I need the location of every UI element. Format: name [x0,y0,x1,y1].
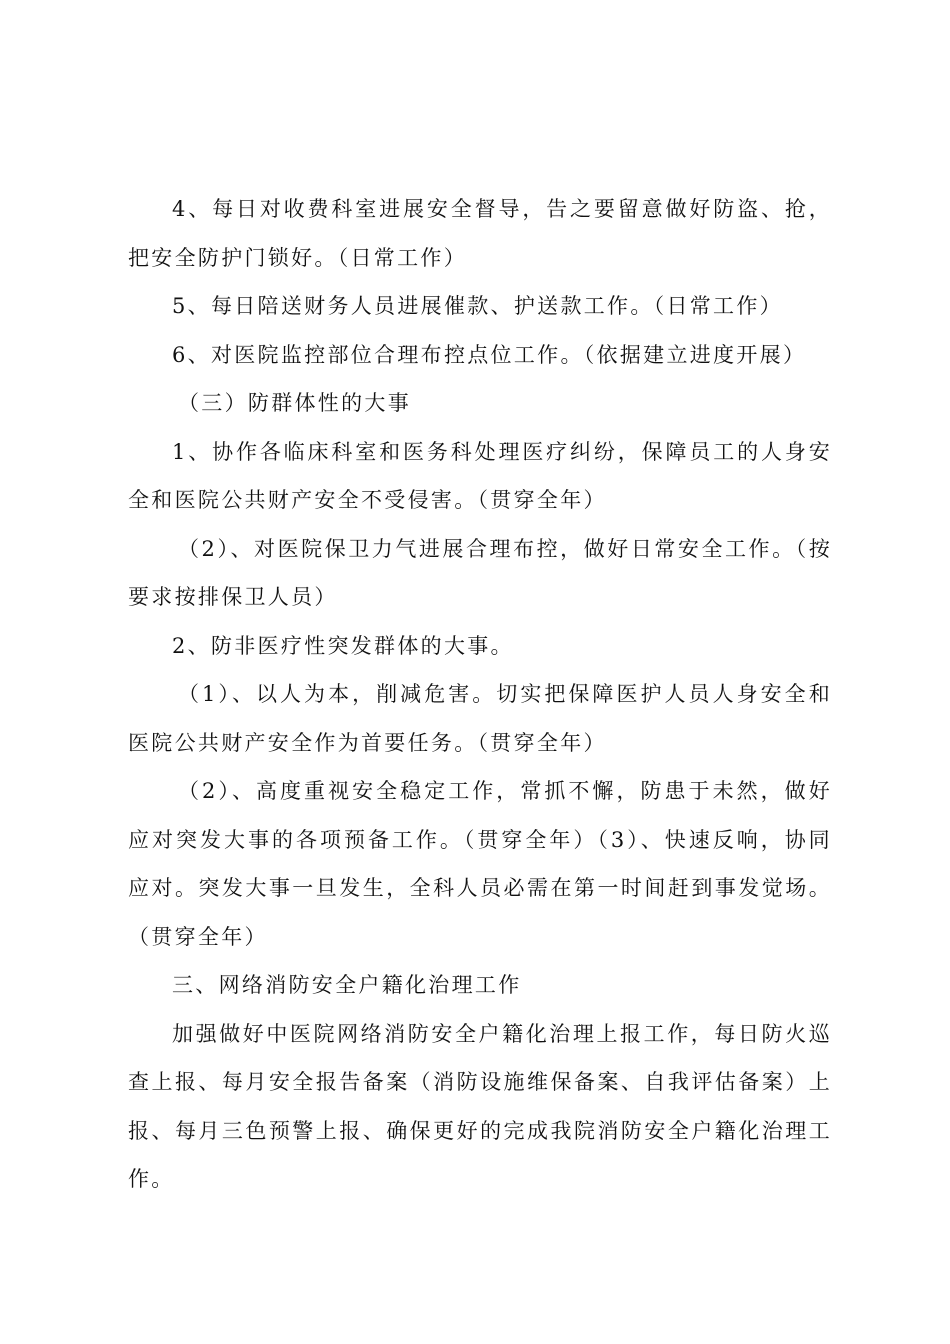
paragraph-item-5: 5、每日陪送财务人员进展催款、护送款工作。（日常工作） [172,294,783,318]
paragraph-people-oriented: （1）、以人为本，削减危害。切实把保障医护人员人身安全和医院公共财产安全作为首要任务。（贯穿全年） [128,682,832,755]
document-body [128,185,832,1204]
paragraph-stability-response: （2）、高度重视安全稳定工作，常抓不懈，防患于未然，做好应对突发大事的各项预备工作。（贯穿全年）（3）、快速反响，协同应对。突发大事一旦发生，全科人员必需在第一时间赶到事发觉场。（贯穿全年） [128,779,832,949]
paragraph-medical-disputes: 1、协作各临床科室和医务科处理医疗纠纷，保障员工的人身安全和医院公共财产安全不受侵害。（贯穿全年） [128,439,832,512]
section-heading-fire-safety: 三、网络消防安全户籍化治理工作 [172,973,522,997]
paragraph-security-deployment: （2）、对医院保卫力气进展合理布控，做好日常安全工作。（按要求按排保卫人员） [128,536,832,609]
paragraph-non-medical-events: 2、防非医疗性突发群体的大事。 [172,633,514,658]
paragraph-fire-safety-reporting: 加强做好中医院网络消防安全户籍化治理上报工作，每日防火巡查上报、每月安全报告备案（消防设施维保备案、自我评估备案）上报、每月三色预警上报、确保更好的完成我院消防安全户籍化治理工作。 [128,1021,832,1191]
section-heading-group-events: （三）防群体性的大事 [178,391,411,415]
paragraph-item-4: 4、每日对收费科室进展安全督导，告之要留意做好防盗、抢，把安全防护门锁好。（日常工作） [128,197,832,270]
paragraph-item-6: 6、对医院监控部位合理布控点位工作。（依据建立进度开展） [172,342,807,367]
